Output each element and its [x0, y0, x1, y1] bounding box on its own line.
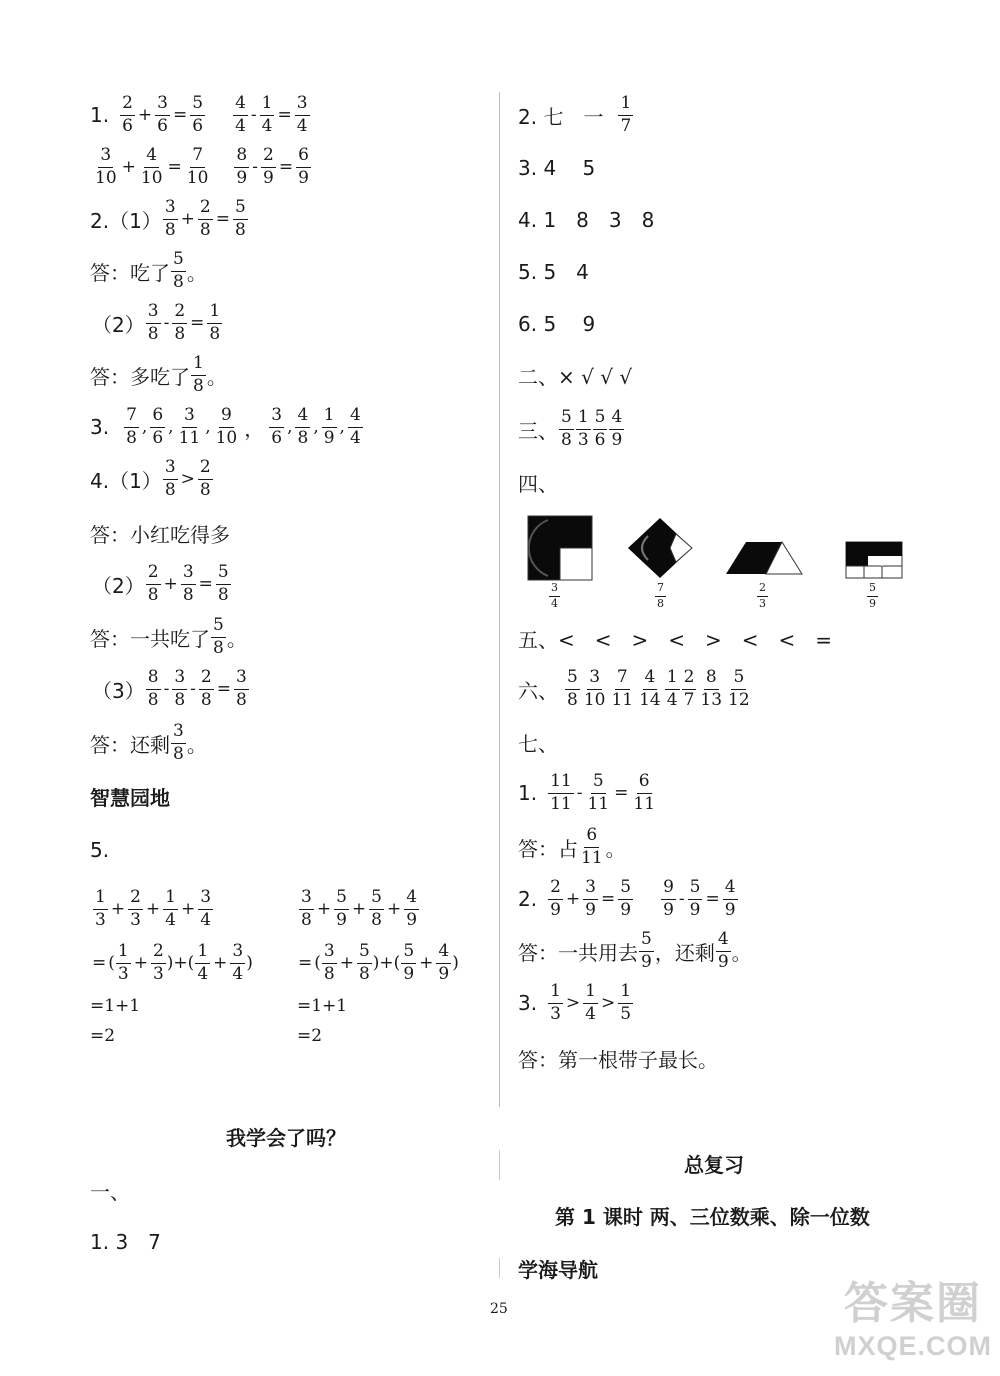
fraction: $\frac{1}{8}$: [209, 301, 221, 344]
watermark: 答案圈 MXQE.COM: [833, 1279, 992, 1361]
fraction: $\frac{2}{3}$: [152, 941, 164, 984]
fraction: 2 9: [550, 877, 561, 920]
lesson-title: 第 1 课时 两、三位数乘、除一位数: [555, 1205, 870, 1229]
calc2-line4: =2: [297, 1026, 323, 1046]
right-wu: 五、< < > < > < < =: [518, 628, 833, 652]
left-q1-row1: 1. 2 6 + $\frac{3}{6}$ = $\frac{5}{6}$ 4 4 - $\frac{1}{4}$ = $\frac{3}{4}$: [90, 93, 308, 136]
fraction: $\frac{3}{8}$: [182, 562, 194, 605]
column-divider: [499, 92, 500, 1107]
fraction: 2 6: [122, 93, 133, 136]
fraction: 4 8: [297, 405, 309, 448]
fraction: 5 6: [594, 407, 606, 450]
left-q1-row2: 3 10 + $\frac{4}{10}$ = $\frac{7}{10}$ 8 9 - $\frac{2}{9}$ = $\frac{6}{9}$: [95, 145, 309, 188]
fraction: $\frac{5}{6}$: [192, 93, 204, 136]
fraction: 3 8: [301, 887, 312, 930]
left-q3: 3. 7 8 , 6 6 , 3 11 , 9 10 ， 3 6 , 4 8 , 1 9 , 4 4: [90, 405, 361, 448]
fraction: $\frac{3}{4}$: [232, 941, 244, 984]
fraction: $\frac{1}{4}$: [165, 887, 176, 930]
right-san: 三、 5 8 1 3 5 6 4 9: [518, 407, 623, 450]
left-q2-2: （2） 3 8 - $\frac{2}{8}$ = $\frac{1}{8}$: [92, 301, 221, 344]
fraction: 3 10: [583, 667, 606, 710]
calc1-line3: =1+1: [90, 996, 141, 1016]
calc1-line4: =2: [90, 1026, 116, 1046]
fraction: $\frac{5}{8}$: [371, 887, 382, 930]
fraction: 1 8: [193, 353, 204, 396]
fraction: 5 8: [173, 249, 184, 292]
fraction: $\frac{2}{8}$: [174, 301, 186, 344]
fraction: 5 12: [728, 667, 750, 710]
calc2-line2: = ( 3 8 + $\frac{5}{8}$ )+( 5 9 + $\frac{4}{9}$ ): [298, 941, 459, 984]
fraction: 4 14: [639, 667, 661, 710]
right-q4: 4. 1 8 3 8: [518, 208, 655, 232]
left-q4-3: （3） 8 8 - 3 8 - $\frac{2}{8}$ = $\frac{3}{8}$: [92, 667, 247, 710]
fraction: $\frac{2}{9}$: [263, 145, 274, 188]
right-qi1-answer: 答：占 6 11 。: [518, 825, 626, 868]
fraction: $\frac{4}{9}$: [724, 877, 736, 920]
fraction: 3 8: [173, 721, 184, 764]
fraction: 1 9: [323, 405, 335, 448]
figure-rect-grid: [846, 542, 902, 578]
fraction: 1 3: [117, 941, 129, 984]
right-qi3: 3. 1 3 > 1 4 > 1 5: [518, 981, 632, 1024]
fraction: 3 6: [271, 405, 283, 448]
right-qi-label: 七、: [518, 732, 558, 756]
column-divider-bottom: [499, 1258, 500, 1278]
section-title-xuehai: 学海导航: [518, 1258, 598, 1282]
fraction: 4 4: [235, 93, 246, 136]
fraction: 5 8: [561, 407, 572, 450]
right-liu: 六、 5 8 3 10 7 11 4 14 1 4 2 7 8 13 5 12: [518, 667, 750, 710]
right-er: 二、× √ √ √: [518, 365, 633, 389]
left-q2-1: 2.（1） 3 8 + $\frac{2}{8}$ = $\frac{5}{8}$: [90, 197, 246, 240]
left-q4-1-answer: 答：小红吃得多: [90, 523, 230, 547]
fraction: 9 9: [663, 877, 674, 920]
left-q2-1-answer: 答：吃了 5 8 。: [90, 249, 207, 292]
fraction: 1 3: [550, 981, 561, 1024]
fraction: 1 4: [666, 667, 678, 710]
fraction: $\frac{5}{9}$: [620, 877, 632, 920]
fraction: $\frac{5}{8}$: [234, 197, 246, 240]
fraction: $\frac{3}{8}$: [235, 667, 247, 710]
left-q4-2: （2） 2 8 + $\frac{3}{8}$ = $\frac{5}{8}$: [92, 562, 229, 605]
right-qi3-answer: 答：第一根带子最长。: [518, 1048, 718, 1072]
right-qi2: 2. 2 9 + $\frac{3}{9}$ = $\frac{5}{9}$ 9 9 - $\frac{5}{9}$ = $\frac{4}{9}$: [518, 877, 736, 920]
section-title-woxue: 我学会了吗？: [226, 1126, 346, 1150]
calc1-line1: 1 3 + $\frac{2}{3}$ + $\frac{1}{4}$ + $\frac{3}{4}$: [95, 887, 212, 930]
fraction: 4 4: [349, 405, 361, 448]
right-q5: 5. 5 4: [518, 260, 589, 284]
fraction: 2 7: [683, 667, 695, 710]
fraction: $\frac{6}{9}$: [298, 145, 309, 188]
right-qi2-answer: 答：一共用去 5 9 ，还剩 4 9 。: [518, 929, 752, 972]
fraction: $\frac{5}{9}$: [336, 887, 347, 930]
fraction: 1 4: [585, 981, 596, 1024]
si-caption-2: $\frac{7}{8}$: [657, 581, 664, 610]
fraction: 7 11: [611, 667, 634, 710]
si-figures: [520, 512, 920, 612]
calc1-line2: = ( 1 3 + $\frac{2}{3}$ )+( 1 4 + $\frac{3}{4}$ ): [92, 941, 253, 984]
right-q6: 6. 5 9: [518, 312, 596, 336]
fraction: 1 5: [620, 981, 632, 1024]
fraction: 4 9: [717, 929, 729, 972]
fraction: $\frac{5}{9}$: [689, 877, 701, 920]
fraction: $\frac{3}{4}$: [296, 93, 308, 136]
fraction: 3 8: [174, 667, 186, 710]
figure-square: [528, 516, 592, 580]
fraction: 3 8: [164, 197, 176, 240]
fraction: $\frac{4}{9}$: [438, 941, 450, 984]
q-label: 1.: [90, 103, 110, 128]
q-label: 2.（1）: [90, 208, 162, 233]
woxue-section: 一、: [90, 1180, 130, 1204]
right-si-label: 四、: [518, 472, 558, 496]
fraction: $\frac{2}{8}$: [200, 667, 212, 710]
fraction: $\frac{2}{3}$: [130, 887, 141, 930]
fraction: 2 8: [199, 457, 211, 500]
fraction: $\frac{5}{8}$: [217, 562, 229, 605]
figure-trapezoid: [726, 542, 802, 574]
fraction: 3 8: [147, 301, 159, 344]
fraction: 5 9: [403, 941, 415, 984]
zhihui-label: 5.: [90, 838, 110, 862]
si-caption-3: $\frac{2}{3}$: [759, 581, 766, 610]
woxue-q1: 1. 3 7: [90, 1230, 161, 1254]
fraction: 1 3: [577, 407, 589, 450]
fraction: $\frac{4}{9}$: [406, 887, 418, 930]
figure-diamond: [628, 518, 692, 578]
fraction: 2 8: [147, 562, 159, 605]
section-title-zongfuxi: 总复习: [684, 1153, 744, 1177]
fraction: 5 8: [213, 615, 224, 658]
fraction: 8 13: [700, 667, 723, 710]
fraction: $\frac{2}{8}$: [199, 197, 211, 240]
fraction: 3 11: [178, 405, 201, 448]
fraction: $\frac{4}{10}$: [140, 145, 163, 188]
left-q4-3-answer: 答：还剩 3 8 。: [90, 721, 207, 764]
fraction: $\frac{3}{6}$: [157, 93, 168, 136]
fraction: 6 6: [152, 405, 164, 448]
fraction: 3 8: [323, 941, 335, 984]
fraction: $\frac{5}{8}$: [358, 941, 370, 984]
right-q3: 3. 4 5: [518, 156, 596, 180]
fraction: 1 3: [95, 887, 106, 930]
fraction: $\frac{3}{4}$: [200, 887, 212, 930]
section-title-zhihui: 智慧园地: [90, 786, 170, 810]
page-number: 25: [490, 1301, 508, 1317]
left-q4-1: 4.（1） 3 8 > 2 8: [90, 457, 211, 500]
right-q2: 2. 七 一 1 7: [518, 93, 632, 136]
fraction: $\frac{5}{11}$: [587, 771, 610, 814]
si-caption-1: $\frac{3}{4}$: [551, 581, 558, 610]
fraction: 8 8: [147, 667, 159, 710]
fraction: 3 10: [95, 145, 117, 188]
fraction: $\frac{1}{4}$: [261, 93, 273, 136]
calc2-line1: 3 8 + $\frac{5}{9}$ + $\frac{5}{8}$ + $\frac{4}{9}$: [301, 887, 418, 930]
fraction: 4 9: [611, 407, 623, 450]
fraction: 5 8: [567, 667, 578, 710]
fraction: 8 9: [236, 145, 248, 188]
left-q4-2-answer: 答：一共吃了 5 8 。: [90, 615, 247, 658]
fraction: 7 8: [126, 405, 137, 448]
fraction: 5 9: [641, 929, 652, 972]
fraction: 3 8: [164, 457, 176, 500]
calc2-line3: =1+1: [297, 996, 348, 1016]
right-qi1: 1. 11 11 - $\frac{5}{11}$ = $\frac{6}{11}$: [518, 771, 656, 814]
fraction: $\frac{7}{10}$: [186, 145, 209, 188]
column-divider-lower: [499, 1150, 500, 1180]
left-q2-2-answer: 答：多吃了 1 8 。: [90, 353, 227, 396]
fraction: $\frac{6}{11}$: [633, 771, 656, 814]
fraction: 6 11: [581, 825, 603, 868]
fraction: 1 4: [197, 941, 209, 984]
fraction: $\frac{3}{9}$: [585, 877, 596, 920]
fraction: 1 7: [620, 93, 632, 136]
fraction: 9 10: [215, 405, 238, 448]
fraction: 11 11: [550, 771, 572, 814]
si-caption-4: $\frac{5}{9}$: [869, 581, 876, 610]
